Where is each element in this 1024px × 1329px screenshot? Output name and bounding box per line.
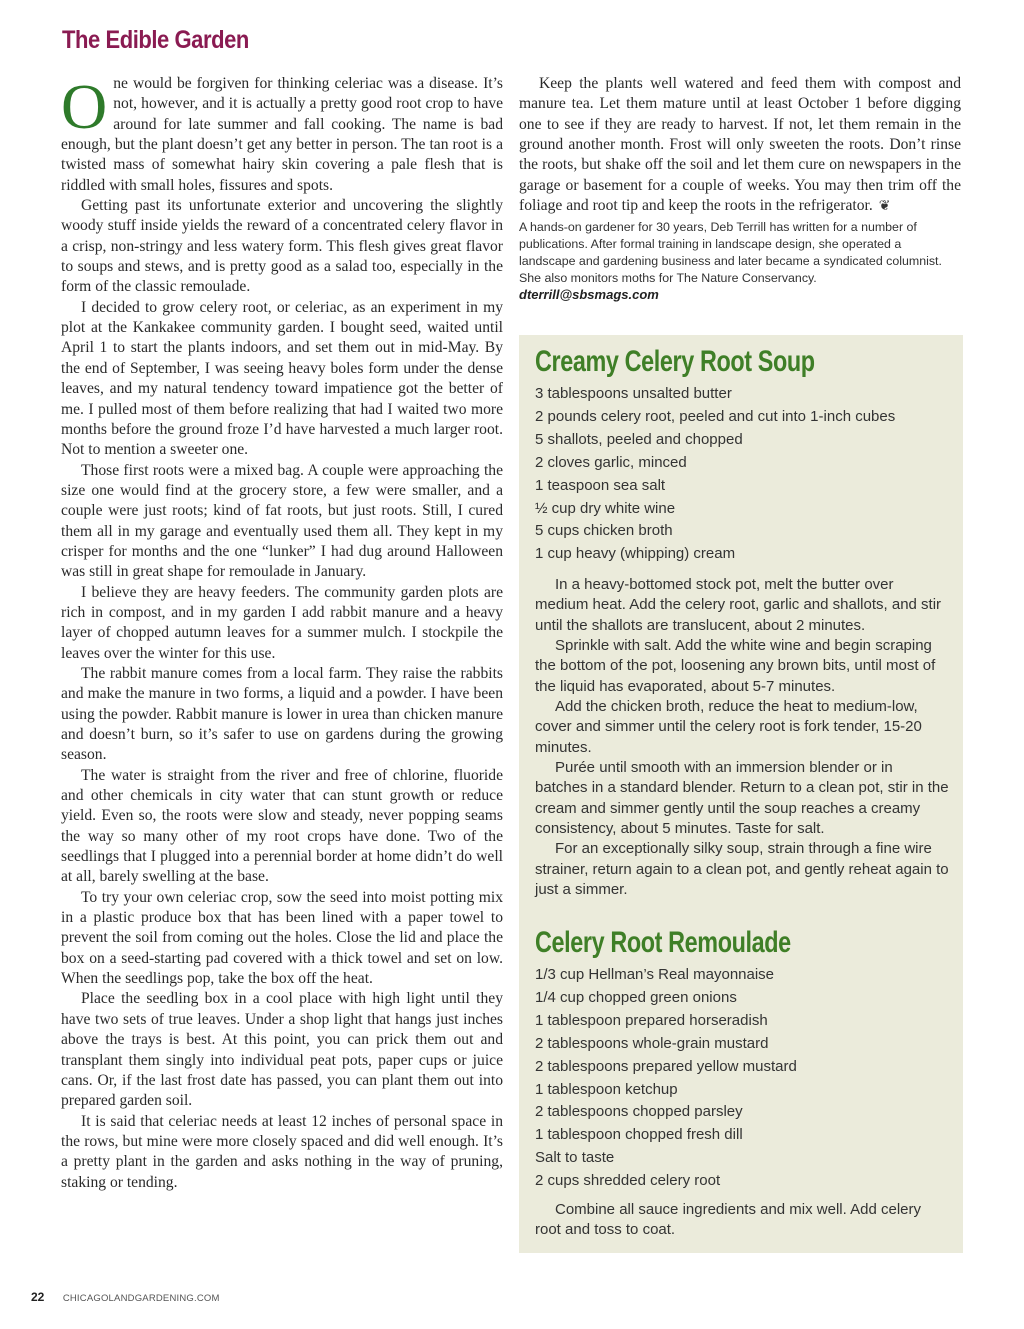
author-email: dterrill@sbsmags.com bbox=[519, 287, 659, 303]
recipe-directions bbox=[535, 1200, 949, 1241]
article-paragraph: The water is straight from the river and free of chlorine, fluoride and other chemicals in city water that can stunt growth or reduce yield. Even so, the roots were slow and steady, never popping seams the way so many other of my root crops have done. Two of the seedlings that I plugged into a perennial border at home didn’t do well at all, barely swelling at the base. bbox=[61, 766, 503, 886]
article-paragraph: Those first roots were a mixed bag. A couple were approaching the size one would find at the grocery store, a few were smaller, and a couple were just roots; kind of fat roots, but just roots. Still, I cured them all in my garage and eventually used them all. They kept in my crisper for months and the one “lunker” I had dug around Halloween was still in great shape for remoulade in January. bbox=[61, 461, 503, 581]
ingredient: 2 tablespoons whole-grain mustard bbox=[535, 1034, 769, 1052]
ingredient: 1 cup heavy (whipping) cream bbox=[535, 545, 736, 563]
article-paragraph: I believe they are heavy feeders. The community garden plots are rich in compost, and in my garden I add rabbit manure and a heavy layer of chopped autumn leaves for a summer mulch. I stockpile the leaves over the winter for this use. bbox=[61, 583, 503, 662]
article-column-left bbox=[61, 71, 503, 1193]
ingredient: 2 tablespoons chopped parsley bbox=[535, 1103, 743, 1121]
recipe-directions bbox=[535, 575, 949, 901]
direction-step: For an exceptionally silky soup, strain through a fine wire strainer, return again to a clean pot, and gently reheat again to just a simmer. bbox=[535, 840, 949, 899]
ingredient: 1/3 cup Hellman’s Real mayonnaise bbox=[535, 966, 775, 983]
section-title: The Edible Garden bbox=[62, 26, 249, 54]
ingredient-list bbox=[535, 383, 895, 566]
article-column-right bbox=[519, 74, 961, 302]
article-paragraph: It is said that celeriac needs at least 12 inches of personal space in the rows, but mine were more closely spaced and did well enough. It’s a pretty plant in the garden and asks nothing in the way of pruning, staking or tending. bbox=[61, 1112, 503, 1191]
ingredient: 2 cloves garlic, minced bbox=[535, 453, 687, 471]
article-paragraph: Getting past its unfortunate exterior and uncovering the slightly woody stuff inside yields the reward of a concentrated celery flavor in a crisp, non-stringy and less watery form. This flesh gives great flavor to soups and stews, and is pretty good as a salad too, especially in the form of the classic remoulade. bbox=[61, 197, 503, 296]
page-number: 22 bbox=[31, 1290, 45, 1304]
author-bio: A hands-on gardener for 30 years, Deb Terrill has written for a number of publications. After formal training in landscape design, she operated a landscape and gardening business and later became a syndicated columnist. She also monitors moths for The Nature Conservancy. bbox=[519, 220, 942, 285]
direction-step: In a heavy-bottomed stock pot, melt the butter over medium heat. Add the celery root, garlic and shallots, and stir until the shallots are translucent, about 2 minutes. bbox=[535, 576, 942, 634]
article-paragraph-continued: Keep the plants well watered and feed them with compost and manure tea. Let them mature until at least October 1 before digging one to see if they are ready to harvest. If not, let them remain in the ground another month. Frost will only sweeten the roots. Don’t rinse the roots, but shake off the soil and let them cure on newspapers in the garage or basement for a couple of weeks. You may then trim off the foliage and root tip and keep the roots in the refrigerator. ❦ bbox=[519, 75, 961, 215]
ingredient: 1 tablespoon chopped fresh dill bbox=[535, 1126, 743, 1144]
ingredient: 3 tablespoons unsalted butter bbox=[535, 385, 732, 402]
ingredient: ½ cup dry white wine bbox=[535, 499, 676, 517]
leaf-icon: ❦ bbox=[878, 199, 891, 215]
article-paragraph: I decided to grow celery root, or celeriac, as an experiment in my plot at the Kankakee community garden. I bought seed, waited until April 1 to start the plants indoors, and set them out in mid-May. By the end of September, I was seeing heavy boles form under the dense leaves, and my natural tendency toward impatience got the better of me. I pulled most of them before realizing that had I waited two more months before the ground froze I’d have harvested a much larger root. Not to mention a sweeter one. bbox=[61, 298, 503, 459]
article-paragraph: To try your own celeriac crop, sow the seed into moist potting mix in a plastic produce box that has been lined with a paper towel to prevent the soil from coming out the holes. Close the lid and place the box on a seed-starting pad covered with a thick towel and set on low. When the seedlings pop, take the box off the heat. bbox=[61, 888, 503, 988]
direction-step: Sprinkle with salt. Add the white wine and begin scraping the bottom of the pot, loosening any brown bits, until most of the liquid has evaporated, about 5-7 minutes. bbox=[535, 637, 936, 695]
recipe-box bbox=[519, 335, 963, 1253]
ingredient: 1 tablespoon ketchup bbox=[535, 1080, 678, 1098]
ingredient: 1 tablespoon prepared horseradish bbox=[535, 1011, 768, 1029]
article-paragraph: Place the seedling box in a cool place with high light until they have two sets of true leaves. Under a shop light that hangs just inches above the trays is best. At this point, you can prick them out and transplant them singly into individual peat pots, paper cups or juice cans. Or, if the last frost date has passed, you can plant them out into prepared garden soil. bbox=[61, 990, 503, 1110]
direction-step: Add the chicken broth, reduce the heat to medium-low, cover and simmer until the celery root is fork tender, 15-20 minutes. bbox=[535, 698, 922, 756]
ingredient-list bbox=[535, 964, 797, 1193]
recipe-title: Creamy Celery Root Soup bbox=[535, 345, 815, 378]
ingredient: 2 cups shredded celery root bbox=[535, 1172, 721, 1190]
ingredient: Salt to taste bbox=[535, 1149, 615, 1167]
ingredient: 2 tablespoons prepared yellow mustard bbox=[535, 1057, 797, 1075]
recipe-title: Celery Root Remoulade bbox=[535, 926, 791, 959]
page-footer bbox=[31, 1288, 220, 1306]
ingredient: 1/4 cup chopped green onions bbox=[535, 988, 737, 1006]
drop-cap: O bbox=[61, 71, 108, 142]
site-url: CHICAGOLANDGARDENING.COM bbox=[62, 1293, 220, 1304]
ingredient: 5 cups chicken broth bbox=[535, 522, 673, 540]
direction-step: Combine all sauce ingredients and mix well. Add celery root and toss to coat. bbox=[535, 1201, 922, 1239]
ingredient: 5 shallots, peeled and chopped bbox=[535, 430, 743, 448]
ingredient: 1 teaspoon sea salt bbox=[535, 476, 666, 494]
article-paragraph: The rabbit manure comes from a local farm. They raise the rabbits and make the manure in two forms, a liquid and a powder. I have been using the powder. Rabbit manure is lower in urea than chicken manure and doesn’t burn, so it’s safer to use on gardens during the growing season. bbox=[61, 664, 503, 764]
direction-step: Purée until smooth with an immersion blender or in batches in a standard blender. Return to a clean pot, stir in the cream and simmer gently until the soup reaches a creamy consistency, about 5 minutes. Taste for salt. bbox=[535, 759, 949, 838]
article-paragraph: One would be forgiven for thinking celeriac was a disease. It’s not, however, and it is actually a pretty good root crop to have around for late summer and fall cooking. The name is bad enough, but the plant doesn’t get any better in person. The tan root is a twisted mass of somewhat hairy skin covering a pale flesh that is riddled with small holes, fissures and spots. bbox=[61, 71, 503, 194]
ingredient: 2 pounds celery root, peeled and cut into 1-inch cubes bbox=[535, 407, 896, 425]
